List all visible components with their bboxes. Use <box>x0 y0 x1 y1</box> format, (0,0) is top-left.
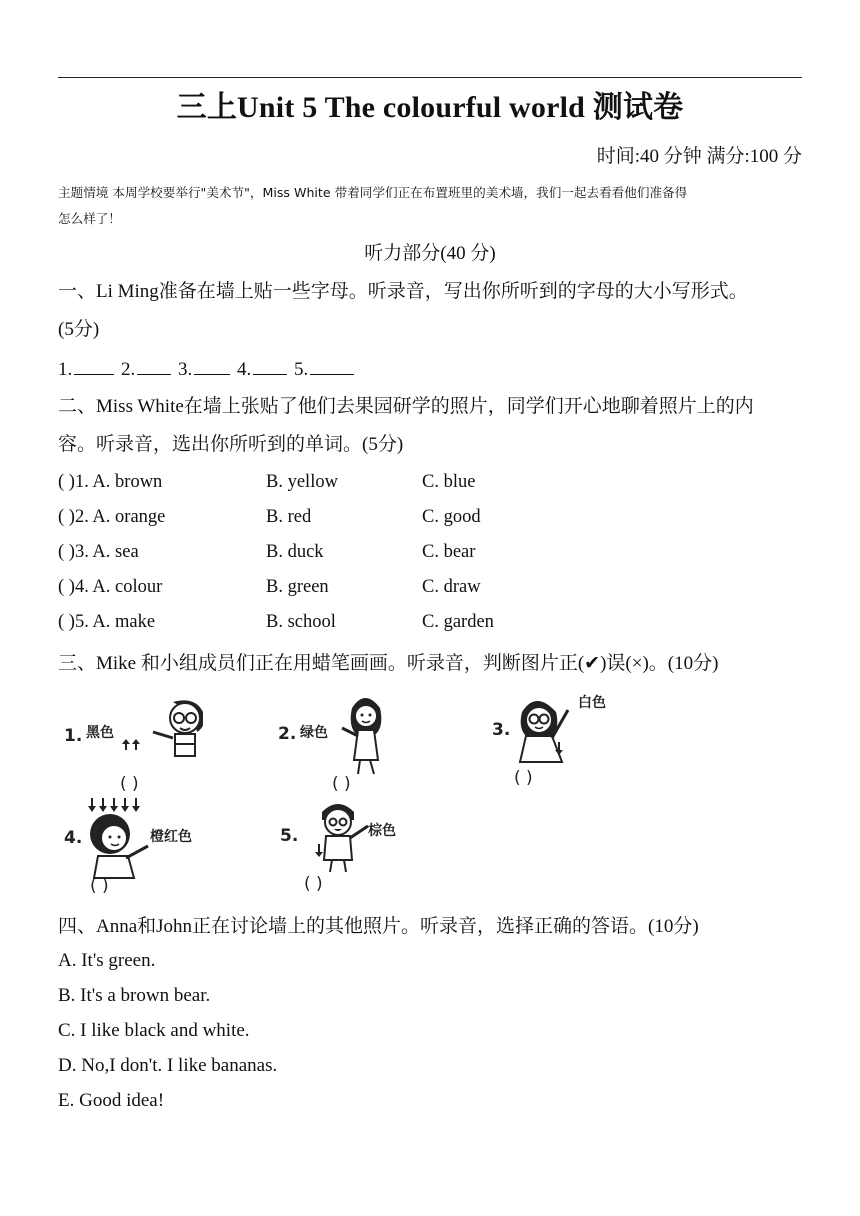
boy-drawing-icon <box>113 688 203 778</box>
blank-label-4: 4. <box>237 359 252 380</box>
picture-number: 1. <box>64 726 83 746</box>
part1-instructions <box>58 273 804 349</box>
part2-instructions <box>58 388 804 464</box>
picture-3 <box>488 688 648 798</box>
answer-option: D. No,I don't. I like bananas. <box>58 1055 278 1076</box>
part1-line-2: (5分) <box>58 319 100 340</box>
option-c[interactable]: C. draw <box>422 577 481 597</box>
picture-4 <box>58 796 258 896</box>
theme-line-1: 主题情境 本周学校要举行"美术节"，Miss White 带着同学们正在布置班里的美术墙，我们一起去看看他们准备得 <box>58 185 688 200</box>
option-b[interactable]: B. school <box>266 612 336 632</box>
option-c[interactable]: C. garden <box>422 612 494 632</box>
picture-2 <box>270 688 470 798</box>
option-b[interactable]: B. red <box>266 507 312 527</box>
answer-parenthesis[interactable]: ( ) <box>304 874 323 894</box>
answer-option: E. Good idea! <box>58 1090 165 1111</box>
part2-line-1: 二、Miss White在墙上张贴了他们去果园研学的照片，同学们开心地聊着照片上的内 <box>58 396 754 417</box>
option-c[interactable]: C. blue <box>422 472 476 492</box>
question-stem: ( )4. A. colour <box>58 577 163 597</box>
picture-1 <box>58 688 258 798</box>
picture-number: 3. <box>492 720 511 740</box>
option-c[interactable]: C. bear <box>422 542 476 562</box>
header-rule <box>58 77 802 78</box>
question-stem: ( )2. A. orange <box>58 507 166 527</box>
theme-paragraph <box>58 180 804 232</box>
picture-number: 4. <box>64 828 83 848</box>
option-b[interactable]: B. duck <box>266 542 324 562</box>
listening-heading: 听力部分(40 分) <box>364 243 496 264</box>
answer-parenthesis[interactable]: ( ) <box>332 774 351 794</box>
blank-label-3: 3. <box>178 359 193 380</box>
theme-line-2: 怎么样了！ <box>58 211 121 226</box>
color-label: 橙红色 <box>150 829 192 845</box>
picture-number: 5. <box>280 826 299 846</box>
answer-parenthesis[interactable]: ( ) <box>90 876 109 896</box>
picture-5 <box>270 796 470 896</box>
color-label: 黑色 <box>86 725 114 741</box>
color-label: 棕色 <box>368 823 396 839</box>
blank-label-1: 1. <box>58 359 73 380</box>
page-title: 三上Unit 5 The colourful world 测试卷 <box>176 91 684 124</box>
answer-parenthesis[interactable]: ( ) <box>120 774 139 794</box>
question-stem: ( )1. A. brown <box>58 472 163 492</box>
picture-number: 2. <box>278 724 297 744</box>
answer-blank-5[interactable] <box>310 358 354 375</box>
option-b[interactable]: B. yellow <box>266 472 338 492</box>
part4-heading: 四、Anna和John正在讨论墙上的其他照片。听录音，选择正确的答语。(10分) <box>58 916 699 937</box>
answer-option: A. It's green. <box>58 950 156 971</box>
part2-line-2: 容。听录音，选出你所听到的单词。(5分) <box>58 434 404 455</box>
part1-line-1: 一、Li Ming准备在墙上贴一些字母。听录音，写出你所听到的字母的大小写形式。 <box>58 281 748 302</box>
question-stem: ( )3. A. sea <box>58 542 139 562</box>
question-row <box>58 507 758 533</box>
blank-label-5: 5. <box>294 359 309 380</box>
question-row <box>58 472 758 498</box>
answer-option: C. I like black and white. <box>58 1020 250 1041</box>
color-label: 白色 <box>578 695 606 711</box>
girl-drawing-icon <box>330 688 400 778</box>
color-label: 绿色 <box>300 725 328 741</box>
answer-parenthesis[interactable]: ( ) <box>514 768 533 788</box>
option-b[interactable]: B. green <box>266 577 329 597</box>
time-info: 时间:40 分钟 满分:100 分 <box>596 146 802 167</box>
girl-drawing-icon <box>86 812 156 882</box>
question-stem: ( )5. A. make <box>58 612 156 632</box>
option-c[interactable]: C. good <box>422 507 481 527</box>
part1-blanks <box>58 358 356 381</box>
question-row <box>58 577 758 603</box>
answer-blank-1[interactable] <box>74 358 114 375</box>
answer-blank-2[interactable] <box>137 358 171 375</box>
answer-blank-3[interactable] <box>194 358 230 375</box>
question-row <box>58 542 758 568</box>
blank-label-2: 2. <box>121 359 136 380</box>
question-row <box>58 612 758 638</box>
answer-option: B. It's a brown bear. <box>58 985 211 1006</box>
part3-heading: 三、Mike 和小组成员们正在用蜡笔画画。听录音，判断图片正(✔)误(×)。(10分) <box>58 653 719 674</box>
answer-blank-4[interactable] <box>253 358 287 375</box>
